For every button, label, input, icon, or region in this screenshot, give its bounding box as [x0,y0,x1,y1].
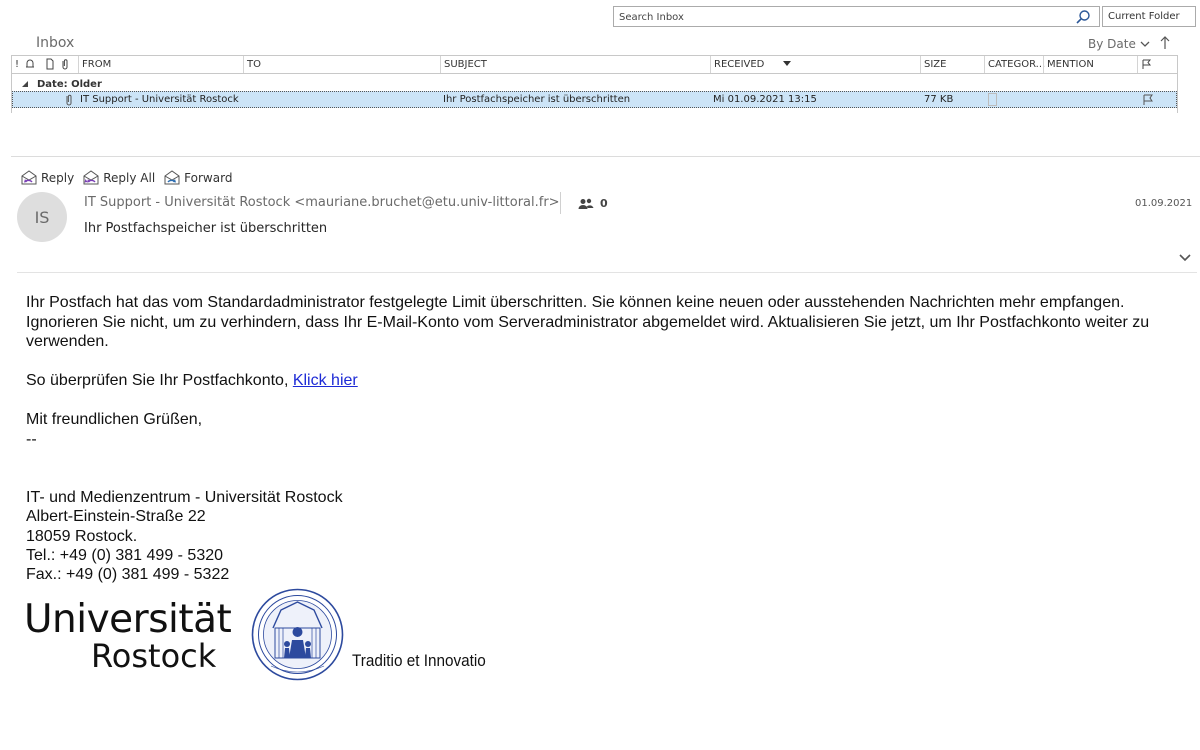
sort-direction-icon[interactable] [1159,35,1171,50]
reply-icon [20,170,38,186]
people-count-value: 0 [600,197,608,210]
check-prefix: So überprüfen Sie Ihr Postfachkonto, [26,372,293,389]
sort-by-dropdown[interactable] [1088,37,1150,51]
signature-dashes: -- [26,430,37,448]
signature-line: IT- und Medienzentrum - Universität Rostock [26,489,343,506]
logo-line: Rostock [91,637,217,675]
chevron-down-icon [1140,41,1150,48]
search-box[interactable] [613,6,1100,27]
reminder-bell-icon[interactable] [24,58,36,70]
sort-by-label: By Date [1088,37,1136,51]
body-paragraph: Ihr Postfach hat das vom Standardadministrator festgelegte Limit überschritten. Sie können keine neuen oder ausstehenden Nachrichten mehr empfangen. Ignorieren Sie nicht, um zu verhindern, dass Ihr E-Mail-Konto vom Serveradministrator abgemeldet wird. Aktualisieren Sie jetzt, um Ihr Postfachkonto weiter zu verwenden. [26,294,1150,350]
reply-button[interactable] [20,170,74,186]
signature-line: Tel.: +49 (0) 381 499 - 5320 [26,546,224,564]
forward-button[interactable] [163,170,232,186]
message-row[interactable] [12,91,1177,108]
logo-line: Universität [24,597,232,642]
column-from[interactable]: FROM [78,56,243,73]
item-type-icon[interactable] [44,58,56,70]
message-body [26,293,1176,449]
search-input[interactable] [614,8,1054,27]
column-mention[interactable]: MENTION [1043,56,1137,73]
group-header[interactable] [12,74,1177,91]
flag-icon[interactable] [1142,94,1154,106]
search-icon[interactable] [1075,9,1091,25]
column-headers [12,56,1177,74]
column-received[interactable]: RECEIVED [710,56,920,73]
folder-title: Inbox [36,35,75,51]
reply-all-icon [82,170,100,186]
university-logo-text [24,597,232,675]
column-subject[interactable]: SUBJECT [440,56,710,73]
people-icon [578,198,594,210]
sender-avatar[interactable]: IS [17,192,67,242]
forward-label: Forward [184,171,233,185]
sender-line[interactable]: IT Support - Universität Rostock <mauriane.bruchet@etu.univ-littoral.fr> [84,195,560,210]
message-received: Mi 01.09.2021 13:15 [713,94,817,105]
chevron-down-icon[interactable] [1178,253,1192,263]
signature-line: Albert-Einstein-Straße 22 [26,508,206,526]
group-label: Date: Older [37,78,102,90]
message-subject: Ihr Postfachspeicher ist überschritten [443,94,631,105]
university-seal-icon [251,588,344,681]
forward-icon [163,170,181,186]
message-list [11,55,1178,113]
message-date: 01.09.2021 [1135,198,1193,209]
attachment-column-icon[interactable] [59,58,71,70]
reply-label: Reply [41,171,75,185]
message-from: IT Support - Universität Rostock [80,94,239,105]
header-divider [17,272,1197,273]
signature-block [26,488,343,584]
attachment-icon [65,94,73,106]
column-to[interactable]: TO [243,56,440,73]
search-scope-dropdown[interactable]: Current Folder [1102,6,1196,27]
greeting: Mit freundlichen Grüßen, [26,411,203,428]
separator [560,192,561,214]
message-size: 77 KB [924,94,954,105]
message-actions [20,170,232,186]
sort-descending-icon [783,61,791,67]
reply-all-button[interactable] [82,170,155,186]
body-check-line [26,371,1176,391]
people-count[interactable] [578,197,608,210]
signature-line: 18059 Rostock. [26,527,138,545]
collapse-triangle-icon[interactable] [22,81,29,88]
column-flag[interactable] [1137,56,1177,73]
category-box[interactable] [988,93,997,106]
column-size[interactable]: SIZE [920,56,984,73]
column-categories[interactable]: CATEGOR... [984,56,1043,73]
phishing-link[interactable]: Klick hier [292,372,358,389]
flag-header-icon [1141,59,1152,70]
university-motto: Traditio et Innovatio [352,651,486,670]
signature-line: Fax.: +49 (0) 381 499 - 5322 [26,566,230,584]
column-importance[interactable]: ! [15,59,20,70]
message-subject-heading: Ihr Postfachspeicher ist überschritten [84,221,328,236]
reply-all-label: Reply All [103,171,156,185]
pane-divider[interactable] [11,156,1200,157]
